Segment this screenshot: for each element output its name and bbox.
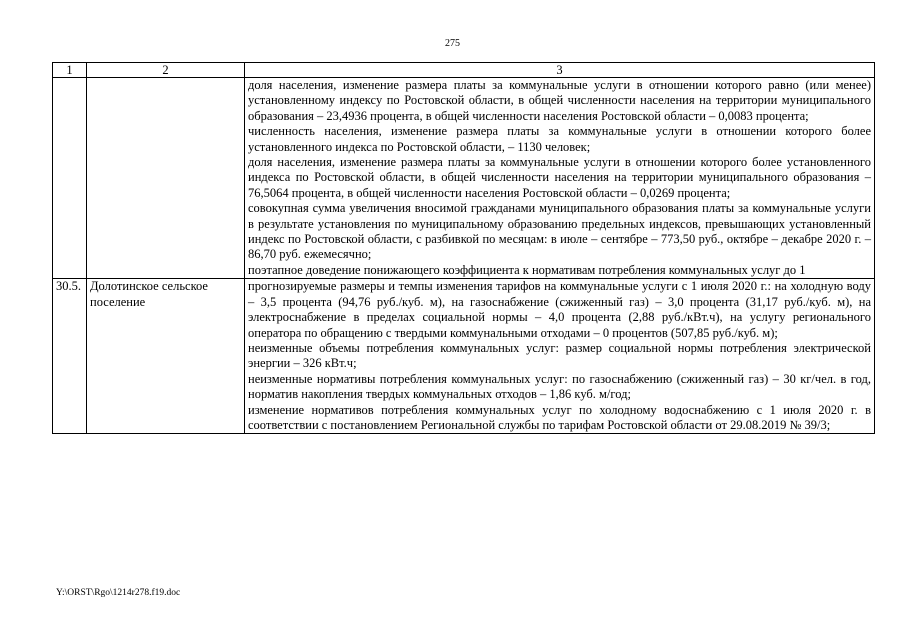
row-paragraph: прогнозируемые размеры и темпы изменения тарифов на коммунальные услуги с 1 июля 2020 г.: на холодную воду – 3,5 процента (94,76 руб./куб. м), на газоснабжение (сжиженный газ) – 3,0 процента (31,17 руб./куб. м), на электроснабжение в пределах социальной нормы – 4,0 процента (2,88 руб./кВт.ч), на услугу регионального оператора по обращению с твердыми коммунальными отходами – 0 процентов (507,85 руб./куб. м); [248,279,871,340]
page-number: 275 [445,38,460,49]
row-description [245,78,875,279]
row-paragraph: доля населения, изменение размера платы за коммунальные услуги в отношении которого более установленного индекса по Ростовской области, в общей численности населения на территории муниципального образования – 76,5064 процента, в общей численности населения Ростовской области – 0,0269 процента; [248,155,871,200]
table-row [53,78,875,279]
row-paragraph: совокупная сумма увеличения вносимой гражданами муниципального образования платы за коммунальные услуги в результате установления по муниципальному образованию предельных индексов, превышающих установленный индекс по Ростовской области, с разбивкой по месяцам: в июле – сентябре – 773,50 руб., октябре – декабре 2020 г. – 86,70 руб. ежемесячно; [248,201,871,262]
row-number: 30.5. [53,279,87,434]
header-col-1: 1 [53,63,87,78]
header-col-2: 2 [87,63,245,78]
row-paragraph: неизменные нормативы потребления коммунальных услуг: по газоснабжению (сжиженный газ) – 30 кг/чел. в год, норматив накопления твердых коммунальных отходов – 1,86 куб. м/год; [248,371,871,402]
table-row [53,279,875,434]
file-path-footer: Y:\ORST\Rgo\1214r278.f19.doc [56,588,181,598]
row-description [245,279,875,434]
row-paragraph: поэтапное доведение понижающего коэффициента к нормативам потребления коммунальных услуг до 1 [248,262,806,277]
row-paragraph: доля населения, изменение размера платы за коммунальные услуги в отношении которого равно (или менее) установленному индексу по Ростовской области, в общей численности населения на территории муниципального образования – 23,4936 процента, в общей численности населения Ростовской области – 0,0083 процента; [248,78,871,123]
row-settlement-name: Долотинское сельское поселение [87,279,245,434]
row-paragraph: изменение нормативов потребления коммунальных услуг по холодному водоснабжению с 1 июля 2020 г. в соответствии с постановлением Региональной службы по тарифам Ростовской области от 29.08.2019 № 39/3; [248,402,871,432]
row-paragraph: неизменные объемы потребления коммунальных услуг: размер социальной нормы потребления электрической энергии – 326 кВт.ч; [248,340,871,371]
row-paragraph: численность населения, изменение размера платы за коммунальные услуги в отношении которого более установленного индекса по Ростовской области, – 1130 человек; [248,124,871,154]
table-header-row [53,63,875,78]
header-col-3: 3 [245,63,875,78]
row-number [53,78,87,279]
tariff-table [52,62,875,434]
row-settlement-name [87,78,245,279]
